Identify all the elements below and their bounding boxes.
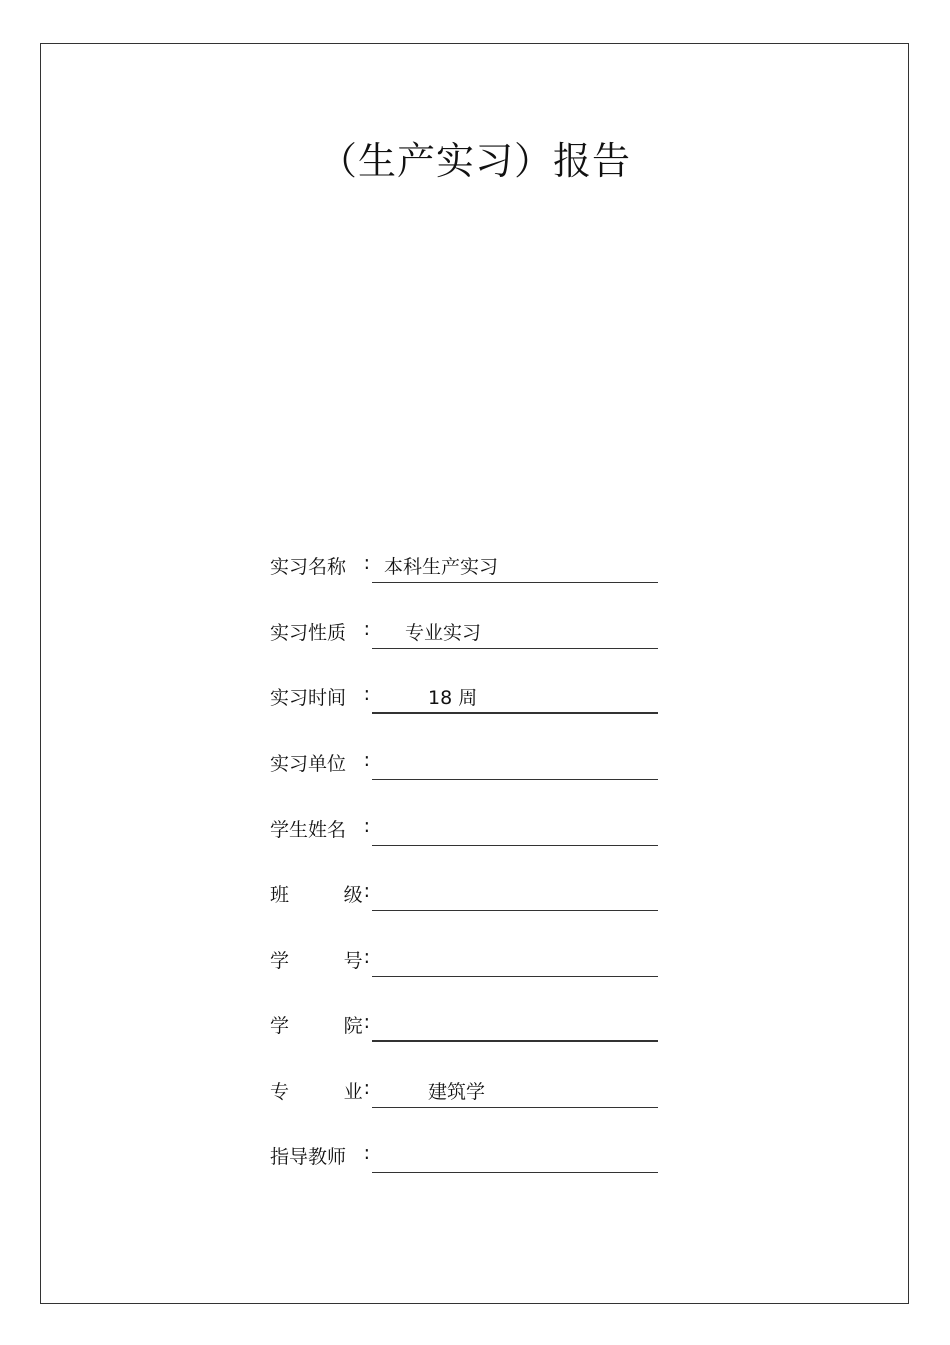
field-label <box>270 1142 370 1169</box>
field-internship-duration <box>270 680 670 714</box>
field-value[interactable]: 18 周 <box>428 687 478 709</box>
underline <box>372 1040 658 1042</box>
field-colon: : <box>363 1142 370 1164</box>
field-label <box>270 1011 370 1038</box>
report-title: （生产实习）报告 <box>318 139 631 183</box>
field-label <box>270 552 370 579</box>
field-colon: : <box>363 683 370 705</box>
label-char: 专 <box>270 1081 290 1103</box>
field-colon: : <box>363 815 370 837</box>
label-char: 号 <box>343 950 363 972</box>
field-colon: : <box>363 552 370 574</box>
field-major <box>270 1074 670 1108</box>
underline <box>372 976 658 977</box>
field-colon: : <box>363 946 370 968</box>
field-label <box>270 946 370 973</box>
underline <box>372 712 658 714</box>
field-label <box>270 618 370 645</box>
field-colon: : <box>363 1077 370 1099</box>
label-char: 学 <box>270 950 290 972</box>
underline <box>372 845 658 846</box>
underline <box>372 1172 658 1173</box>
label-char: 级 <box>343 884 363 906</box>
underline <box>372 910 658 911</box>
field-value[interactable]: 专业实习 <box>405 622 482 644</box>
field-label <box>270 749 370 776</box>
label-char: 业 <box>343 1081 363 1103</box>
field-student-id <box>270 943 670 977</box>
field-label-text <box>270 880 363 907</box>
label-char: 班 <box>270 884 290 906</box>
page-border <box>40 43 909 1304</box>
field-internship-name <box>270 549 670 583</box>
field-colon: : <box>363 749 370 771</box>
label-char: 学 <box>270 1015 290 1037</box>
field-label-text: 实习单位 <box>270 753 347 775</box>
underline <box>372 779 658 780</box>
label-char: 院 <box>343 1015 363 1037</box>
underline <box>372 1107 658 1108</box>
field-college <box>270 1008 670 1042</box>
field-label <box>270 815 370 842</box>
field-advisor <box>270 1139 670 1173</box>
field-value[interactable]: 本科生产实习 <box>384 556 499 578</box>
field-label-text: 实习时间 <box>270 687 347 709</box>
field-colon: : <box>363 1011 370 1033</box>
field-label-text <box>270 946 363 973</box>
field-label-text: 实习性质 <box>270 622 347 644</box>
field-class <box>270 877 670 911</box>
underline <box>372 582 658 583</box>
field-label <box>270 880 370 907</box>
field-label-text <box>270 1077 363 1104</box>
field-colon: : <box>363 618 370 640</box>
field-internship-type <box>270 615 670 649</box>
field-label-text: 指导教师 <box>270 1146 347 1168</box>
field-label-text: 学生姓名 <box>270 819 347 841</box>
underline <box>372 648 658 649</box>
field-label-text: 实习名称 <box>270 556 347 578</box>
field-label <box>270 683 370 710</box>
field-internship-unit <box>270 746 670 780</box>
field-value[interactable]: 建筑学 <box>428 1081 486 1103</box>
field-student-name <box>270 812 670 846</box>
field-label <box>270 1077 370 1104</box>
field-colon: : <box>363 880 370 902</box>
field-label-text <box>270 1011 363 1038</box>
